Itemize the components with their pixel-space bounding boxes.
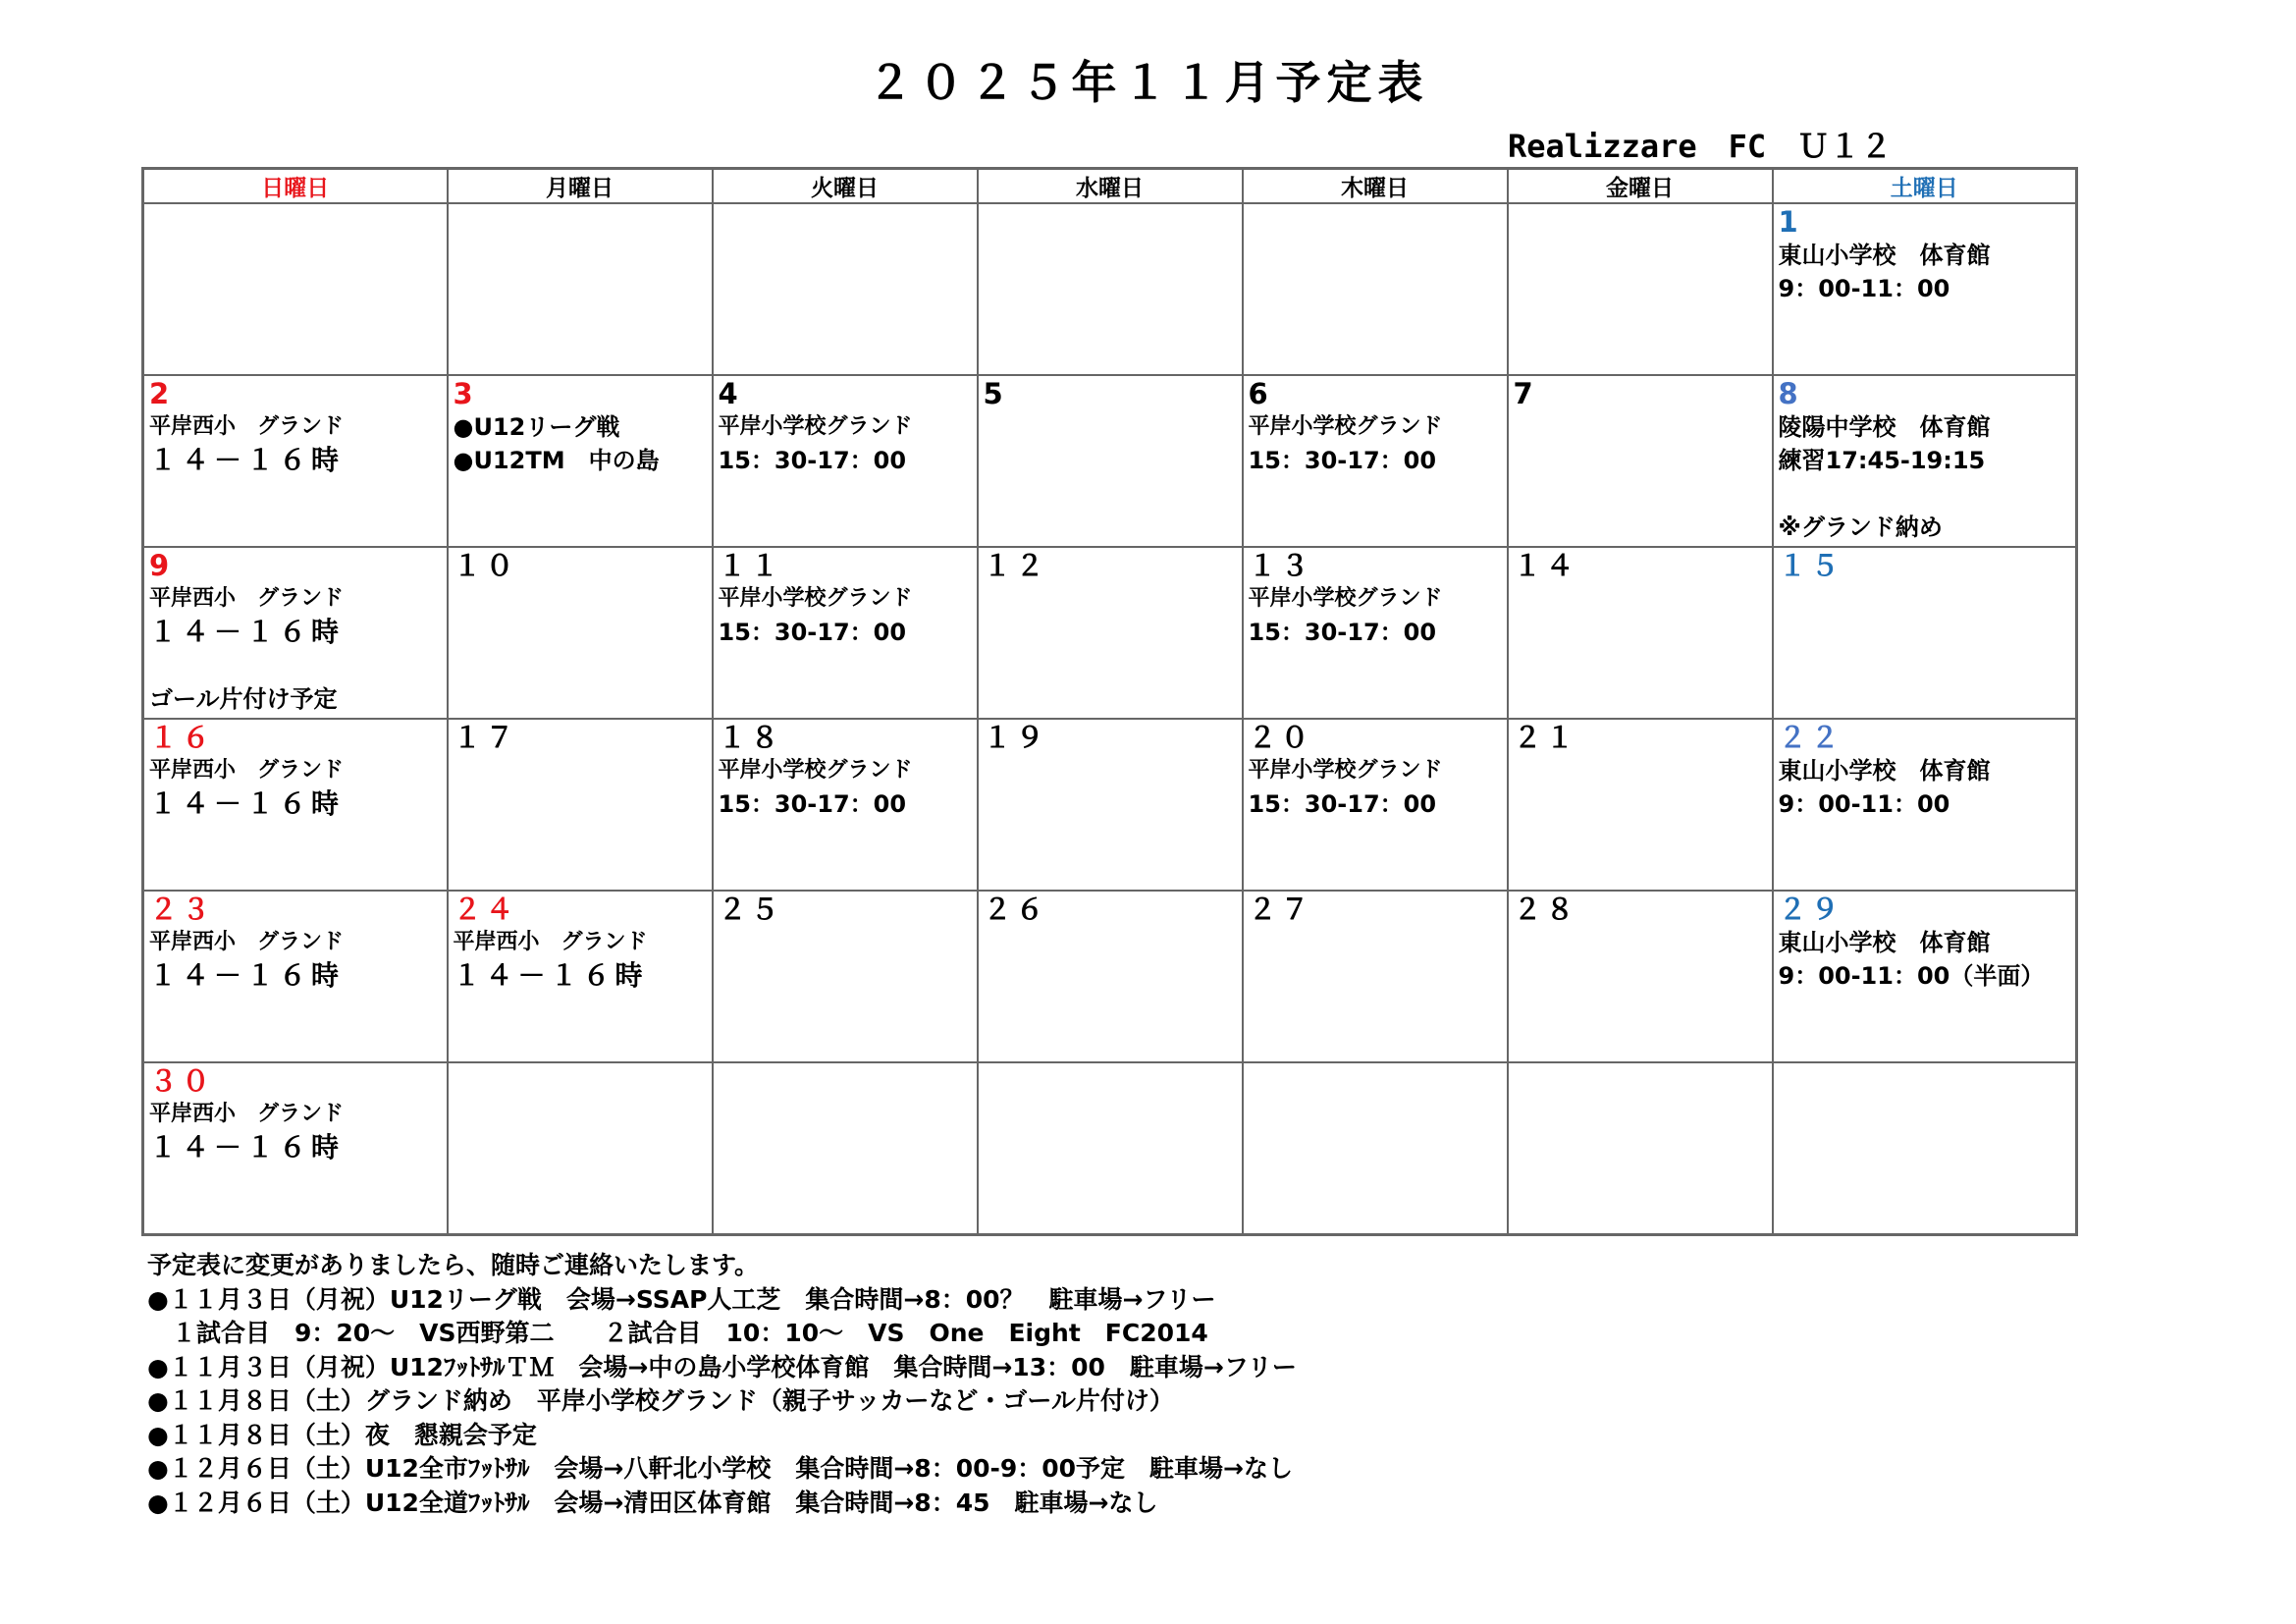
event-line: １４－１６時 (149, 959, 345, 992)
note-item: ●１１月３日（月祝）U12リーグ戦 会場→SSAP人工芝 集合時間→8：00？ 駐車場→フリー (147, 1284, 1216, 1314)
event-line: ●U12リーグ戦 (453, 413, 620, 441)
calendar-day-cell (1243, 1062, 1508, 1235)
day-number: １５ (1778, 549, 1843, 582)
day-number: １４ (1513, 549, 1578, 582)
day-number: １９ (983, 721, 1048, 754)
day-number: 7 (1513, 377, 1537, 410)
calendar-week-row (143, 719, 2077, 891)
calendar-day-cell (1773, 891, 2077, 1062)
day-number: ２２ (1778, 721, 1843, 754)
calendar-day-cell (1508, 1062, 1773, 1235)
calendar-day-cell (978, 891, 1243, 1062)
calendar-day-cell (978, 375, 1243, 547)
calendar-day-cell (448, 719, 713, 891)
event-line: 平岸西小 グランド (149, 758, 345, 783)
calendar-day-cell (713, 1062, 978, 1235)
event-line: 陵陽中学校 体育館 (1778, 413, 1991, 441)
event-line: １４－１６時 (149, 1131, 345, 1164)
weekday-header-row (143, 169, 2077, 204)
event-line: 平岸小学校グランド (1248, 758, 1443, 783)
calendar-week-row (143, 891, 2077, 1062)
calendar-day-cell (713, 375, 978, 547)
calendar-day-cell (1243, 719, 1508, 891)
event-line: 東山小学校 体育館 (1778, 757, 1991, 785)
day-number: ２０ (1248, 721, 1313, 754)
day-number: 2 (149, 377, 174, 410)
event-line: 15：30-17：00 (1248, 619, 1437, 646)
calendar-day-cell (143, 375, 448, 547)
note-item: ●１１月８日（土）夜 懇親会予定 (147, 1420, 537, 1449)
event-line: 平岸西小 グランド (149, 1102, 345, 1126)
calendar-day-cell (978, 547, 1243, 719)
day-number: ２５ (718, 893, 783, 926)
event-line: 9：00-11：00（半面） (1778, 962, 2045, 990)
day-number: 5 (983, 377, 1007, 410)
calendar-day-cell (1508, 375, 1773, 547)
calendar-day-cell (1243, 891, 1508, 1062)
team-name: Realizzare FC Ｕ１２ (1508, 128, 1893, 165)
notes-section (147, 1249, 1297, 1520)
calendar-day-cell (713, 719, 978, 891)
day-number: 3 (453, 377, 477, 410)
event-line: 平岸小学校グランド (1248, 414, 1443, 439)
calendar-table (141, 167, 2078, 1236)
calendar-day-cell (143, 203, 448, 375)
calendar-day-cell (978, 203, 1243, 375)
calendar-week-row (143, 1062, 2077, 1235)
weekday-monday: 月曜日 (448, 169, 713, 204)
calendar-day-cell (448, 1062, 713, 1235)
calendar-day-cell (713, 891, 978, 1062)
note-item: ●１２月６日（土）U12全市ﾌｯﾄｻﾙ 会場→八軒北小学校 集合時間→8：00-9：00予定 駐車場→なし (147, 1454, 1293, 1483)
event-line: 平岸西小 グランド (453, 930, 648, 954)
event-line: 15：30-17：00 (1248, 447, 1437, 474)
event-line: 平岸小学校グランド (718, 758, 913, 783)
weekday-friday: 金曜日 (1508, 169, 1773, 204)
event-line: 練習17:45-19:15 (1778, 447, 1986, 474)
day-number: 8 (1778, 377, 1802, 410)
event-line: 平岸西小 グランド (149, 930, 345, 954)
calendar-day-cell (143, 1062, 448, 1235)
page-title: ２０２５年１１月予定表 (867, 56, 1429, 109)
event-line: 9：00-11：00 (1778, 790, 1950, 818)
event-line: ゴール片付け予定 (149, 685, 338, 713)
event-line: 平岸西小 グランド (149, 414, 345, 439)
day-number: 6 (1248, 377, 1272, 410)
calendar-day-cell (448, 547, 713, 719)
calendar-day-cell (978, 1062, 1243, 1235)
note-item: ●１１月３日（月祝）U12ﾌｯﾄｻﾙＴＭ 会場→中の島小学校体育館 集合時間→13：00 駐車場→フリー (147, 1352, 1297, 1381)
event-line: ※グランド納め (1778, 514, 1943, 541)
note-item: １試合目 9：20～ VS西野第二 ２試合目 10：10～ VS One Eight FC2014 (147, 1319, 1208, 1347)
day-number: 4 (718, 377, 742, 410)
calendar-day-cell (1508, 547, 1773, 719)
day-number: ２１ (1513, 721, 1578, 754)
day-number: １１ (718, 549, 783, 582)
day-number: ２４ (453, 893, 518, 926)
calendar-day-cell (448, 891, 713, 1062)
day-number: ２７ (1248, 893, 1313, 926)
calendar-day-cell (978, 719, 1243, 891)
weekday-saturday: 土曜日 (1773, 169, 2077, 204)
event-line: 15：30-17：00 (718, 447, 907, 474)
calendar-day-cell (713, 203, 978, 375)
event-line: 15：30-17：00 (1248, 790, 1437, 818)
event-line: 9：00-11：00 (1778, 275, 1950, 302)
calendar-day-cell (1508, 719, 1773, 891)
event-line: 平岸小学校グランド (718, 414, 913, 439)
day-number: １６ (149, 721, 215, 754)
event-line: １４－１６時 (149, 616, 345, 648)
day-number: １８ (718, 721, 783, 754)
calendar-day-cell (1773, 203, 2077, 375)
notes-intro: 予定表に変更がありましたら、随時ご連絡いたします。 (147, 1251, 760, 1279)
event-line: 東山小学校 体育館 (1778, 929, 1991, 956)
day-number: ２６ (983, 893, 1048, 926)
event-line (1779, 477, 2071, 511)
day-number: 1 (1778, 205, 1802, 239)
day-number: ２９ (1778, 893, 1843, 926)
calendar-day-cell (713, 547, 978, 719)
day-number: ２３ (149, 893, 215, 926)
calendar-day-cell (448, 375, 713, 547)
event-line: ●U12TM 中の島 (453, 447, 660, 474)
calendar-day-cell (143, 547, 448, 719)
calendar-day-cell (1243, 375, 1508, 547)
calendar-day-cell (1773, 719, 2077, 891)
note-item: ●１２月６日（土）U12全道ﾌｯﾄｻﾙ 会場→清田区体育館 集合時間→8：45 駐車場→なし (147, 1488, 1158, 1517)
event-line: 平岸西小 グランド (149, 586, 345, 611)
day-number: １７ (453, 721, 518, 754)
day-number: １０ (453, 549, 518, 582)
event-line: 15：30-17：00 (718, 619, 907, 646)
calendar-week-row (143, 547, 2077, 719)
weekday-thursday: 木曜日 (1243, 169, 1508, 204)
day-number: ２８ (1513, 893, 1578, 926)
note-item: ●１１月８日（土）グランド納め 平岸小学校グランド（親子サッカーなど・ゴール片付け） (147, 1386, 1174, 1415)
calendar-day-cell (1243, 203, 1508, 375)
event-line: １４－１６時 (453, 959, 648, 992)
calendar-day-cell (1773, 547, 2077, 719)
calendar-week-row (143, 375, 2077, 547)
day-number: ３０ (149, 1064, 215, 1098)
event-line: 平岸小学校グランド (718, 586, 913, 611)
event-line (149, 649, 442, 682)
day-number: １３ (1248, 549, 1313, 582)
weekday-wednesday: 水曜日 (978, 169, 1243, 204)
calendar-day-cell (143, 891, 448, 1062)
day-number: 9 (149, 549, 174, 582)
calendar-day-cell (1773, 375, 2077, 547)
event-line: 平岸小学校グランド (1248, 586, 1443, 611)
calendar-day-cell (448, 203, 713, 375)
day-number: １２ (983, 549, 1048, 582)
calendar-week-row (143, 203, 2077, 375)
event-line: １４－１６時 (149, 787, 345, 820)
weekday-tuesday: 火曜日 (713, 169, 978, 204)
event-line: １４－１６時 (149, 444, 345, 476)
calendar-day-cell (1243, 547, 1508, 719)
calendar-day-cell (1508, 891, 1773, 1062)
calendar-day-cell (1773, 1062, 2077, 1235)
calendar-day-cell (143, 719, 448, 891)
event-line: 東山小学校 体育館 (1778, 242, 1991, 269)
weekday-sunday: 日曜日 (143, 169, 448, 204)
calendar-day-cell (1508, 203, 1773, 375)
event-line: 15：30-17：00 (718, 790, 907, 818)
